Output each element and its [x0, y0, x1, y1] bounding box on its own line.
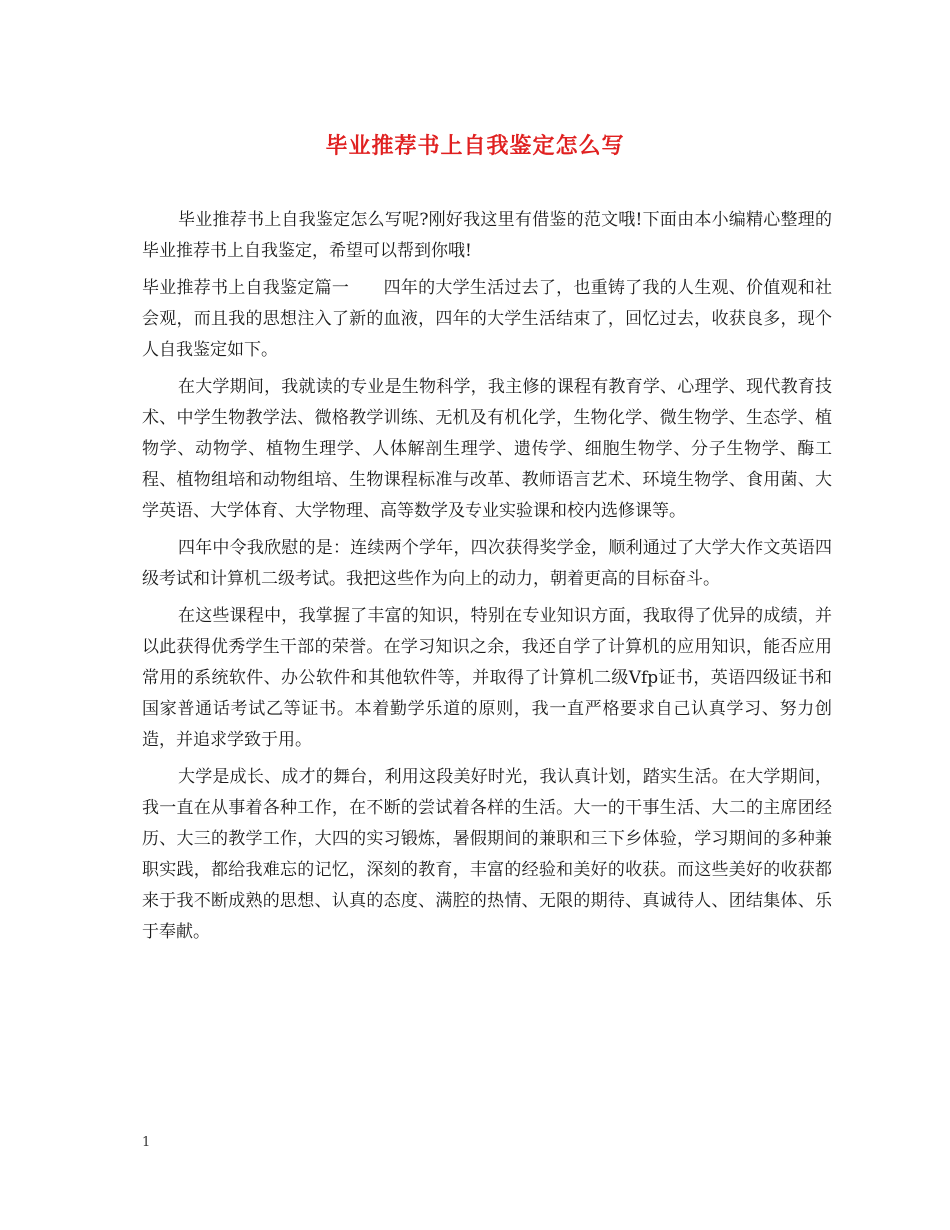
paragraph-knowledge: 在这些课程中，我掌握了丰富的知识，特别在专业知识方面，我取得了优异的成绩，并以此获得优秀学生干部的荣誉。在学习知识之余，我还自学了计算机的应用知识，能否应用常用的系统软件、办公软件和其他软件等，并取得了计算机二级Vfp证书，英语四级证书和国家普通话考试乙等证书。本着勤学乐道的原则，我一直严格要求自己认真学习、努力创造，并追求学致于用。: [142, 606, 832, 750]
paragraph-growth: 大学是成长、成才的舞台，利用这段美好时光，我认真计划，踏实生活。在大学期间，我一直在从事着各种工作，在不断的尝试着各样的生活。大一的干事生活、大二的主席团经历、大三的教学工作，大四的实习锻炼，暑假期间的兼职和三下乡体验，学习期间的多种兼职实践，都给我难忘的记忆，深刻的教育，丰富的经验和美好的收获。而这些美好的收获都来于我不断成熟的思想、认真的态度、满腔的热情、无限的期待、真诚待人、团结集体、乐于奉献。: [142, 767, 832, 942]
page-number: 1: [142, 1135, 151, 1150]
document-title: 毕业推荐书上自我鉴定怎么写: [325, 133, 625, 159]
document-body: [142, 205, 832, 954]
paragraph-section-one: 毕业推荐书上自我鉴定篇一 四年的大学生活过去了，也重铸了我的人生观、价值观和社会观，而且我的思想注入了新的血液，四年的大学生活结束了，回忆过去，收获良多，现个人自我鉴定如下。: [142, 278, 832, 360]
paragraph-courses: 在大学期间，我就读的专业是生物科学，我主修的课程有教育学、心理学、现代教育技术、中学生物教学法、微格教学训练、无机及有机化学，生物化学、微生物学、生态学、植物学、动物学、植物生理学、人体解剖生理学、遗传学、细胞生物学、分子生物学、酶工程、植物组培和动物组培、生物课程标准与改革、教师语言艺术、环境生物学、食用菌、大学英语、大学体育、大学物理、高等数学及专业实验课和校内选修课等。: [142, 377, 832, 521]
paragraph-achievements: 四年中令我欣慰的是：连续两个学年，四次获得奖学金，顺利通过了大学大作文英语四级考试和计算机二级考试。我把这些作为向上的动力，朝着更高的目标奋斗。: [142, 538, 832, 589]
paragraph-intro: 毕业推荐书上自我鉴定怎么写呢?刚好我这里有借鉴的范文哦!下面由本小编精心整理的毕业推荐书上自我鉴定，希望可以帮到你哦!: [142, 210, 832, 261]
